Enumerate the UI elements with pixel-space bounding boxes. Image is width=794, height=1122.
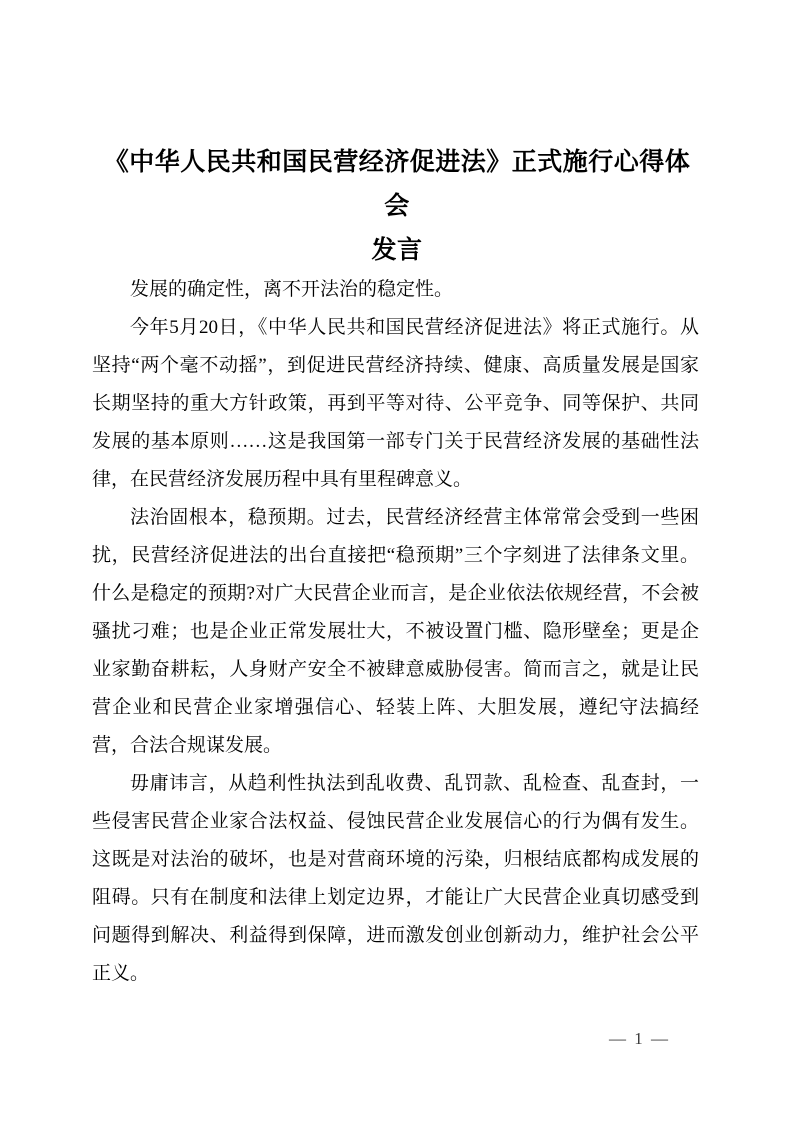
document-title-line-2: 发言	[371, 236, 423, 264]
body-line: 律，在民营经济发展历程中具有里程碑意义。	[92, 469, 473, 490]
body-line: 营企业和民营企业家增强信心、轻装上阵、大胆发展，遵纪守法搞经	[92, 697, 699, 718]
body-line: 法治固根本，稳预期。过去，民营经济经营主体常常会受到一些困	[130, 507, 699, 528]
body-line: 些侵害民营企业家合法权益、侵蚀民营企业发展信心的行为偶有发生。	[92, 811, 699, 832]
body-line: 正义。	[92, 963, 150, 984]
document-title-line-1: 《中华人民共和国民营经济促进法》正式施行心得体会	[103, 148, 691, 220]
body-line: 骚扰刁难；也是企业正常发展壮大，不被设置门槛、隐形壁垒；更是企	[92, 621, 699, 642]
page-number: — 1 —	[609, 1029, 670, 1048]
body-line: 这既是对法治的破坏，也是对营商环境的污染，归根结底都构成发展的	[92, 849, 699, 870]
body-line: 营，合法合规谋发展。	[92, 735, 283, 756]
body-line: 坚持“两个毫不动摇”，到促进民营经济持续、健康、高质量发展是国家	[92, 355, 699, 376]
document-title	[92, 140, 702, 272]
body-line: 发展的确定性，离不开法治的稳定性。	[130, 279, 454, 300]
body-line: 阻碍。只有在制度和法律上划定边界，才能让广大民营企业真切感受到	[92, 887, 699, 908]
body-line: 今年5月20日，《中华人民共和国民营经济促进法》将正式施行。从	[130, 317, 699, 338]
body-line: 毋庸讳言，从趋利性执法到乱收费、乱罚款、乱检查、乱查封，一	[130, 773, 699, 794]
body-line: 长期坚持的重大方针政策，再到平等对待、公平竞争、同等保护、共同	[92, 393, 699, 414]
body-line: 问题得到解决、利益得到保障，进而激发创业创新动力，维护社会公平	[92, 925, 699, 946]
body-line: 业家勤奋耕耘，人身财产安全不被肆意威胁侵害。简而言之，就是让民	[92, 659, 699, 680]
body-line: 扰，民营经济促进法的出台直接把“稳预期”三个字刻进了法律条文里。	[92, 545, 699, 566]
document-body	[92, 271, 699, 993]
body-line: 发展的基本原则……这是我国第一部专门关于民营经济发展的基础性法	[92, 431, 699, 452]
body-line: 什么是稳定的预期?对广大民营企业而言，是企业依法依规经营，不会被	[92, 583, 699, 604]
